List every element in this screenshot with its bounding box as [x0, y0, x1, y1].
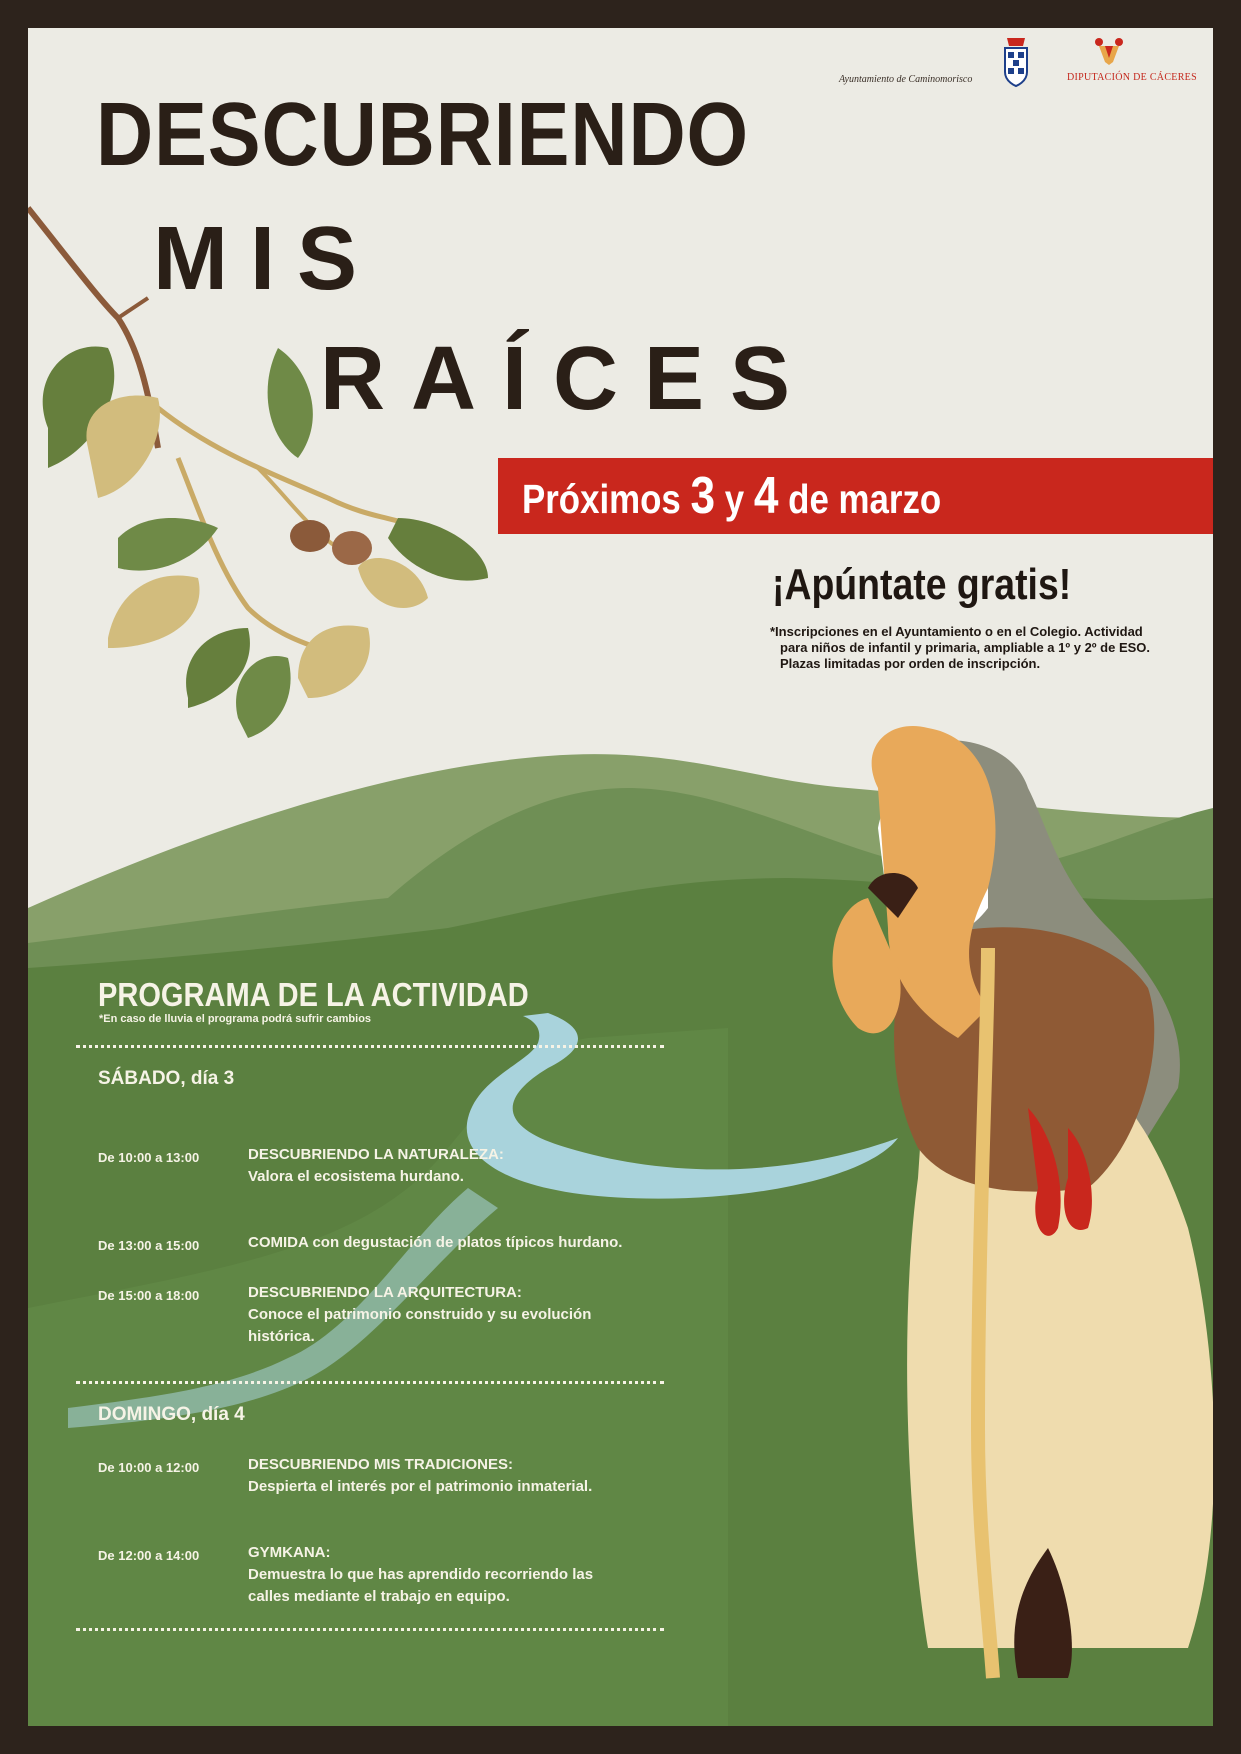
slot-detail: Conoce el patrimonio construido y su evolución	[248, 1306, 592, 1323]
slot-title: DESCUBRIENDO LA NATURALEZA:	[248, 1146, 504, 1163]
title-line-1: DESCUBRIENDO	[96, 85, 750, 185]
slot-description	[248, 1454, 668, 1498]
date-banner	[498, 458, 1213, 534]
coat-of-arms-icon	[1001, 36, 1031, 88]
municipality-label: Ayuntamiento de Caminomorisco	[839, 74, 973, 85]
date-prefix: Próximos	[522, 476, 681, 522]
slot-title: DESCUBRIENDO MIS TRADICIONES:	[248, 1456, 514, 1473]
slot-description	[248, 1282, 668, 1348]
slot-detail: Valora el ecosistema hurdano.	[248, 1168, 464, 1185]
slot-description	[248, 1232, 668, 1254]
title-line-3: RAÍCES	[320, 329, 817, 429]
program-note: *En caso de lluvia el programa podrá sufrir cambios	[99, 1013, 372, 1025]
title-line-2: MIS	[153, 209, 380, 309]
slot-title: COMIDA con degustación de platos típicos hurdano.	[248, 1234, 623, 1251]
divider	[76, 1381, 664, 1384]
slot-description	[248, 1542, 668, 1608]
signup-note-line-3: Plazas limitadas por orden de inscripción.	[780, 656, 1041, 671]
slot-title: GYMKANA:	[248, 1544, 331, 1561]
slot-detail: Despierta el interés por el patrimonio inmaterial.	[248, 1478, 593, 1495]
signup-note	[770, 624, 1190, 672]
day-heading-sunday: DOMINGO, día 4	[98, 1404, 245, 1425]
poster	[28, 28, 1213, 1726]
date-suffix: de marzo	[788, 476, 942, 522]
slot-detail: Demuestra lo que has aprendido recorriendo las	[248, 1566, 594, 1583]
slot-description	[248, 1144, 668, 1188]
date-text	[522, 466, 941, 526]
slot-time: De 13:00 a 15:00	[98, 1238, 200, 1253]
slot-time: De 15:00 a 18:00	[98, 1288, 200, 1303]
header-logos	[839, 32, 1199, 92]
diputacion-logo-icon	[1093, 36, 1125, 66]
slot-time: De 12:00 a 14:00	[98, 1548, 200, 1563]
slot-detail: calles mediante el trabajo en equipo.	[248, 1588, 510, 1605]
slot-detail: histórica.	[248, 1328, 315, 1345]
province-label: DIPUTACIÓN DE CÁCERES	[1067, 72, 1197, 83]
slot-time: De 10:00 a 12:00	[98, 1460, 200, 1475]
date-conjunction: y	[724, 476, 745, 522]
program-title: PROGRAMA DE LA ACTIVIDAD	[98, 976, 529, 1013]
day-heading-saturday: SÁBADO, día 3	[98, 1068, 235, 1089]
signup-note-line-2: para niños de infantil y primaria, ampliable a 1º y 2º de ESO.	[780, 640, 1151, 655]
signup-heading: ¡Apúntate gratis!	[772, 560, 1072, 609]
date-day-1: 3	[690, 467, 716, 525]
divider	[76, 1045, 664, 1048]
divider	[76, 1628, 664, 1631]
slot-title: DESCUBRIENDO LA ARQUITECTURA:	[248, 1284, 522, 1301]
signup-note-line-1: *Inscripciones en el Ayuntamiento o en el Colegio. Actividad	[770, 624, 1143, 639]
slot-time: De 10:00 a 13:00	[98, 1150, 200, 1165]
date-day-2: 4	[753, 467, 779, 525]
